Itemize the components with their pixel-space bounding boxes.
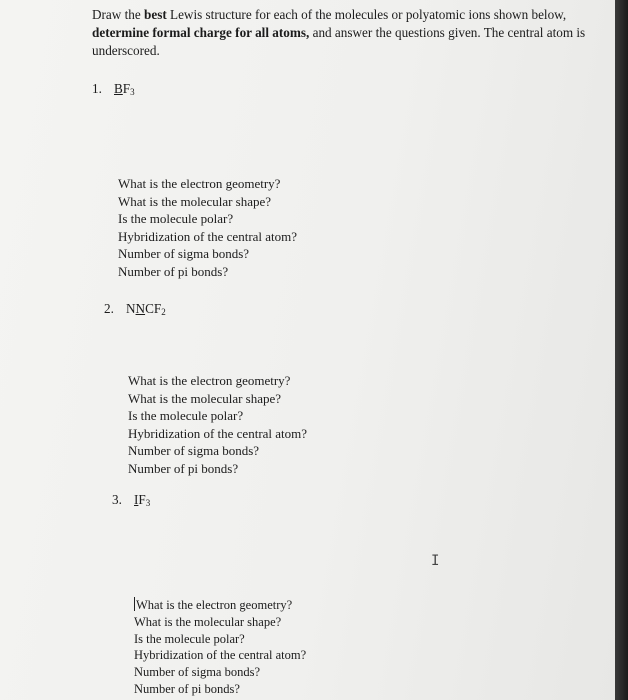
formula-subscript: 3	[145, 498, 151, 508]
instructions-text: Draw the	[92, 7, 144, 22]
instructions-text: Lewis structure for each of the molecules or polyatomic ions shown below,	[166, 7, 567, 22]
formula-rest: CF	[145, 301, 162, 316]
problem-2-questions	[128, 372, 307, 477]
formula-subscript: 3	[130, 87, 135, 97]
question-pi-bonds: Number of pi bonds?	[118, 263, 229, 279]
central-atom: B	[114, 81, 123, 96]
question-molecular-shape: What is the molecular shape?	[134, 614, 282, 629]
question-polarity: Is the molecule polar?	[118, 211, 234, 226]
question-electron-geometry-row[interactable]	[134, 597, 306, 614]
problem-3-questions	[134, 597, 306, 698]
question-sigma-bonds: Number of sigma bonds?	[134, 665, 261, 680]
problem-1-heading	[92, 81, 135, 97]
question-sigma-bonds: Number of sigma bonds?	[118, 246, 250, 261]
problem-number: 3.	[112, 492, 122, 507]
instructions-paragraph	[92, 6, 612, 60]
monitor-bezel	[615, 0, 628, 700]
molecule-formula	[114, 81, 135, 96]
molecule-formula	[126, 301, 166, 316]
question-hybridization: Hybridization of the central atom?	[134, 648, 307, 663]
formula-subscript: 2	[161, 307, 166, 317]
problem-1-questions	[118, 175, 297, 280]
problem-2-heading	[104, 301, 166, 317]
question-molecular-shape: What is the molecular shape?	[128, 390, 282, 406]
central-atom: I	[134, 492, 139, 507]
problem-number: 1.	[92, 81, 102, 96]
question-sigma-bonds: Number of sigma bonds?	[128, 443, 260, 458]
formula-rest: F	[122, 81, 131, 96]
text-cursor-icon: I	[431, 553, 440, 569]
question-pi-bonds: Number of pi bonds?	[128, 460, 239, 476]
question-pi-bonds: Number of pi bonds?	[134, 681, 240, 696]
instructions-text: and answer the questions given. The central atom is underscored.	[92, 25, 586, 58]
question-hybridization: Hybridization of the central atom?	[118, 228, 298, 244]
question-electron-geometry: What is the electron geometry?	[136, 598, 293, 612]
question-molecular-shape: What is the molecular shape?	[118, 193, 272, 209]
instructions-bold-formal-charge: determine formal charge for all atoms,	[92, 25, 310, 40]
problem-3-heading	[112, 492, 150, 508]
central-atom: N	[135, 301, 146, 316]
formula-prefix: N	[126, 301, 136, 316]
text-caret	[134, 597, 135, 611]
instructions-bold-best: best	[144, 7, 167, 22]
question-hybridization: Hybridization of the central atom?	[128, 425, 308, 441]
question-polarity: Is the molecule polar?	[134, 631, 245, 646]
question-polarity: Is the molecule polar?	[128, 408, 244, 423]
question-electron-geometry: What is the electron geometry?	[118, 176, 281, 191]
formula-rest: F	[138, 492, 146, 507]
molecule-formula	[134, 492, 150, 507]
question-electron-geometry: What is the electron geometry?	[128, 373, 291, 388]
problem-number: 2.	[104, 301, 114, 316]
